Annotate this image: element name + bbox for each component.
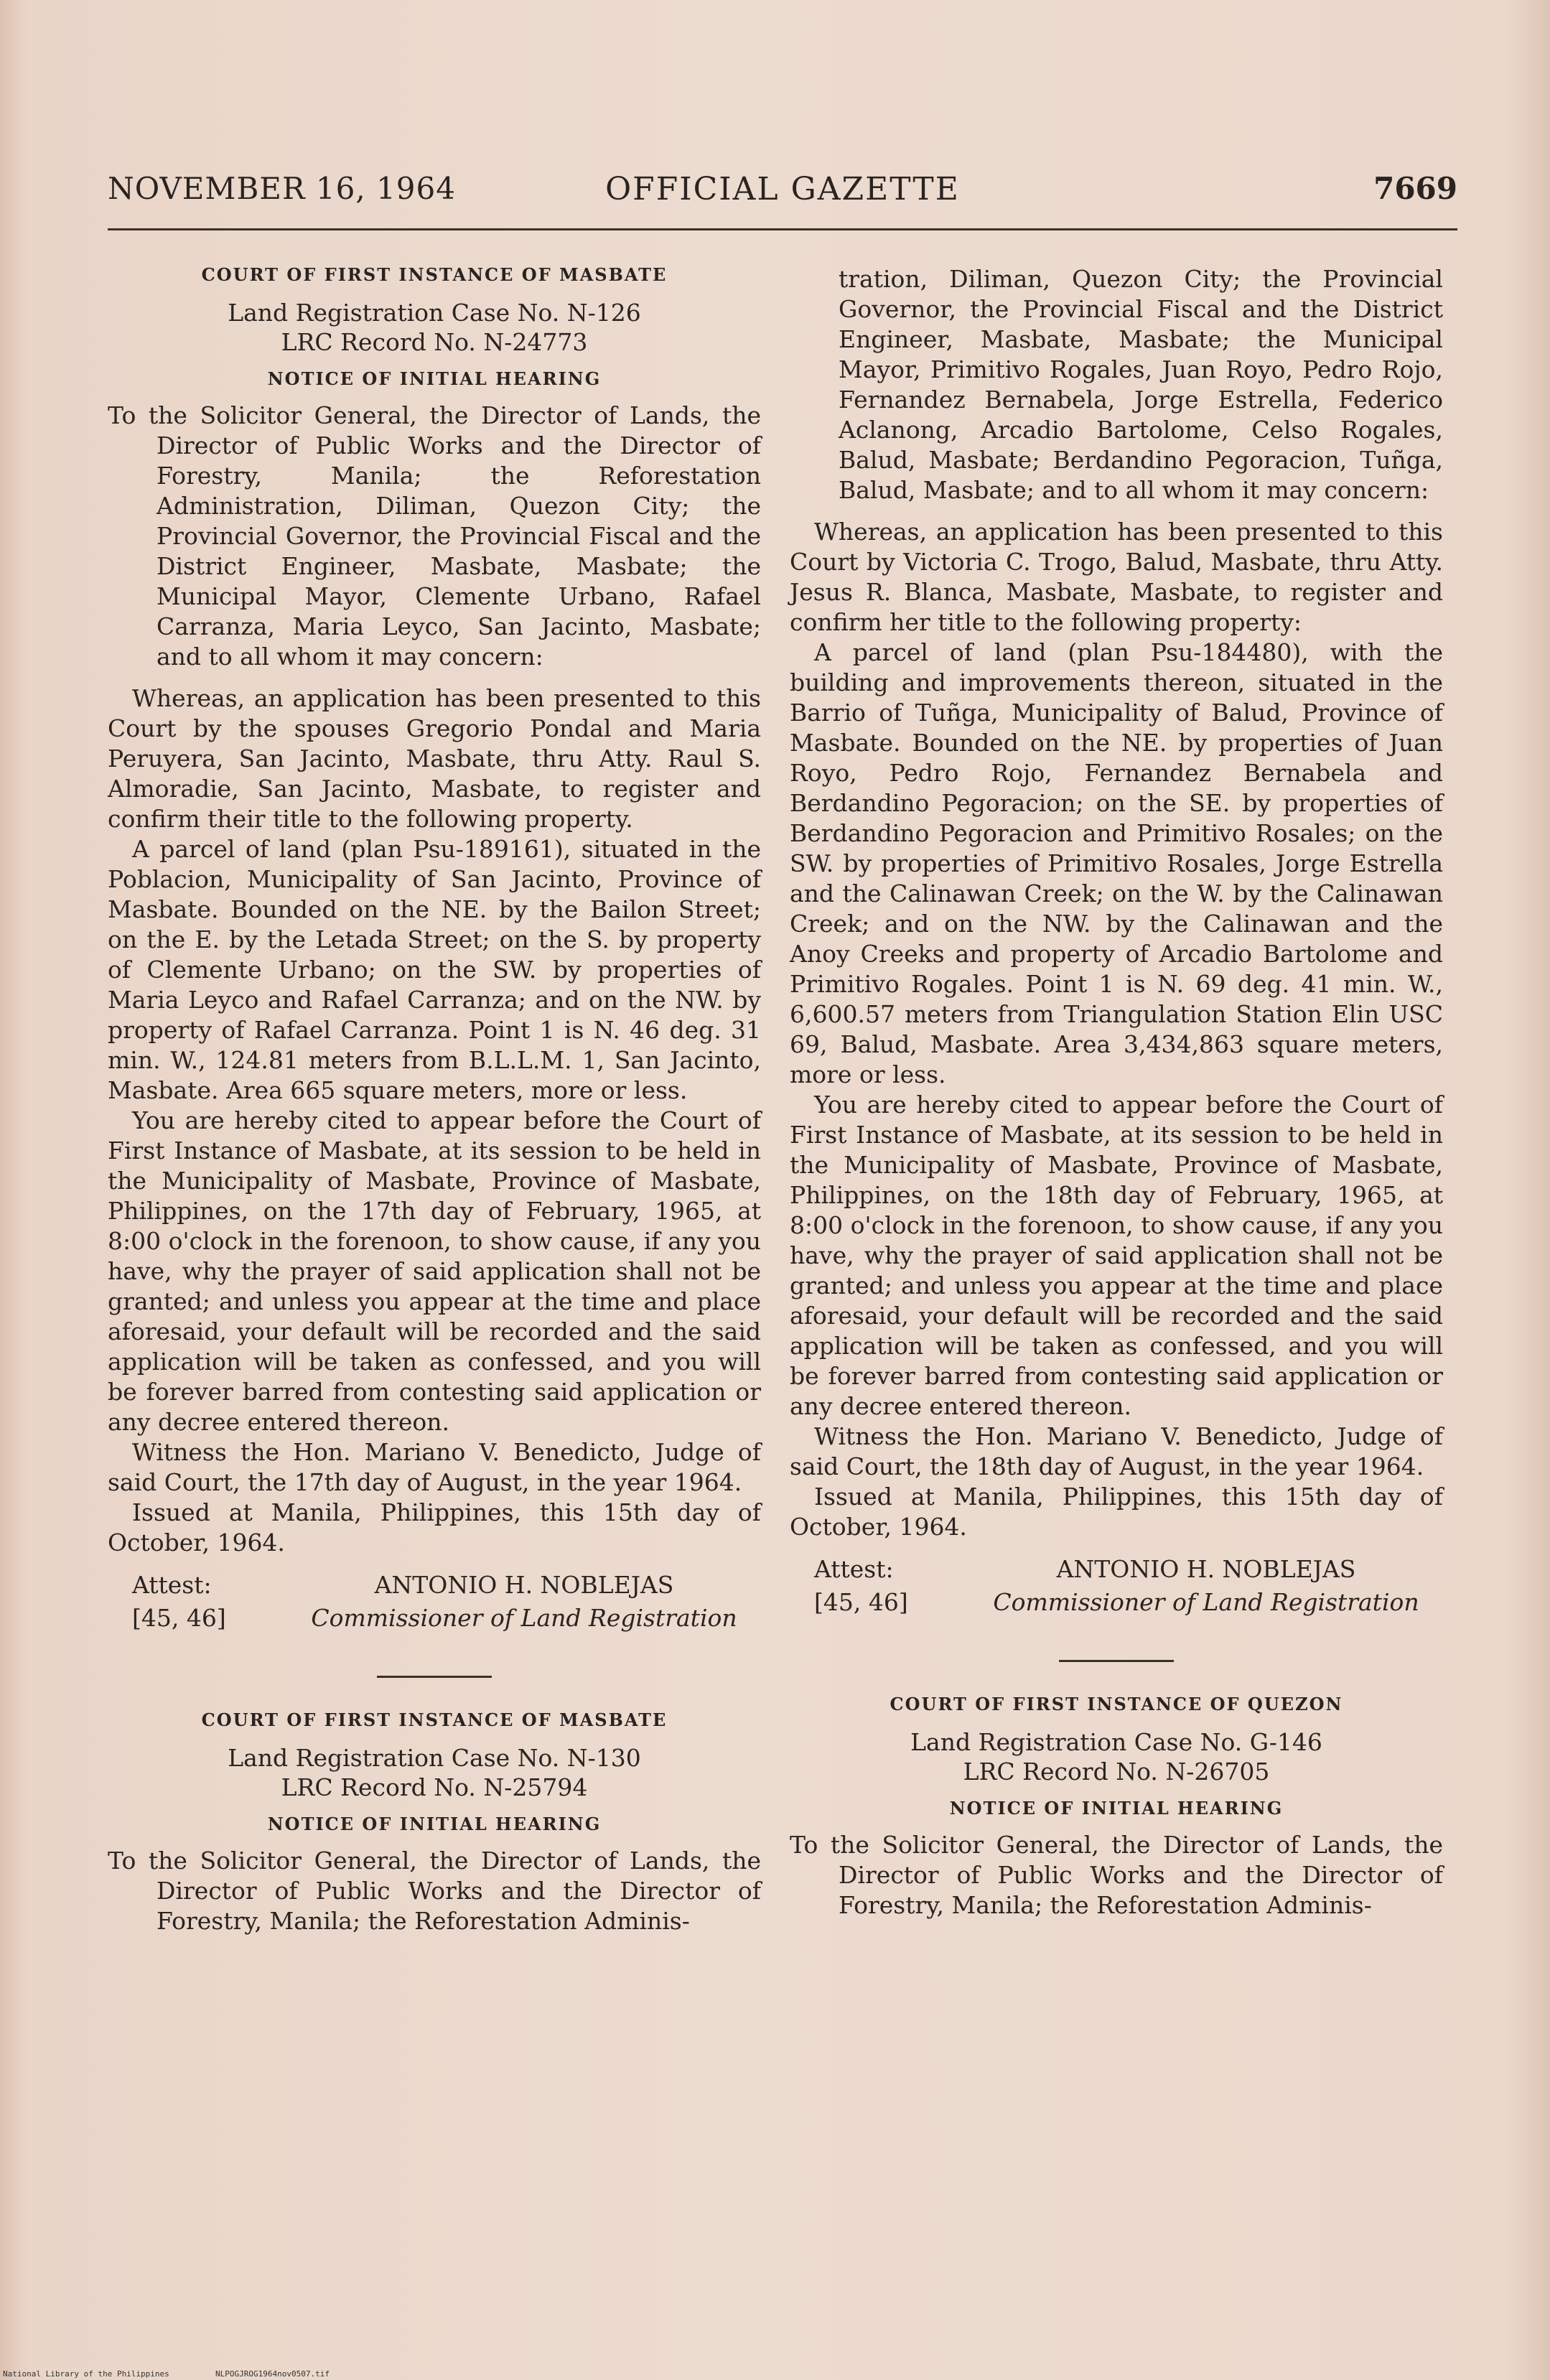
- address-paragraph: To the Solicitor General, the Director of Lands, the Director of Public Works and the Director of Forestry, Manila; the Reforestation Administration, Diliman, Quezon City; the Provincial Governor, the Provincial Fiscal and the District Engineer, Masbate, Masbate; the Municipal Mayor, Clemente Urbano, Rafael Carranza, Maria Leyco, San Jacinto, Masbate; and to all whom it may concern:: [108, 401, 761, 671]
- attest-label: Attest:: [132, 1571, 212, 1599]
- attest-label: Attest:: [814, 1555, 894, 1583]
- citation-paragraph: You are hereby cited to appear before the Court of First Instance of Masbate, at its session to be held in the Municipality of Masbate, Province of Masbate, Philippines, on the 17th day of February, 1965, at 8:00 o'clock in the forenoon, to show cause, if any you have, why the prayer of said application shall not be granted; and unless you appear at the time and place aforesaid, your default will be recorded and the said application will be taken as confessed, and you will be forever barred from contesting said application or any decree entered thereon.: [108, 1106, 761, 1436]
- issued-paragraph: Issued at Manila, Philippines, this 15th day of October, 1964.: [108, 1498, 761, 1557]
- application-paragraph: Whereas, an application has been presented to this Court by Victoria C. Trogo, Balud, Masbate, thru Atty. Jesus R. Blanca, Masbate, Masbate, to register and confirm her title to the following property:: [790, 518, 1443, 636]
- case-number: Land Registration Case No. N-130: [228, 1744, 641, 1772]
- issue-date: NOVEMBER 16, 1964: [108, 171, 456, 206]
- header-rule: [108, 228, 1457, 230]
- court-heading: COURT OF FIRST INSTANCE OF QUEZON: [890, 1694, 1343, 1714]
- citation-paragraph: You are hereby cited to appear before the Court of First Instance of Masbate, at its session to be held in the Municipality of Masbate, Province of Masbate, Philippines, on the 18th day of February, 1965, at 8:00 o'clock in the forenoon, to show cause, if any you have, why the prayer of said application shall not be granted; and unless you appear at the time and place aforesaid, your default will be recorded and the said application will be taken as confessed, and you will be forever barred from contesting said application or any decree entered thereon.: [790, 1091, 1443, 1420]
- attestation-block: [790, 1554, 1443, 1620]
- reference-numbers: [45, 46]: [132, 1604, 226, 1632]
- parcel-paragraph: A parcel of land (plan Psu-189161), situated in the Poblacion, Municipality of San Jacinto, Province of Masbate. Bounded on the NE. by the Bailon Street; on the E. by the Letada Street; on the S. by property of Clemente Urbano; on the SW. by properties of Maria Leyco and Rafael Carranza; and on the NW. by property of Rafael Carranza. Point 1 is N. 46 deg. 31 min. W., 124.81 meters from B.L.L.M. 1, San Jacinto, Masbate. Area 665 square meters, more or less.: [108, 835, 761, 1104]
- record-number: LRC Record No. N-26705: [963, 1758, 1270, 1786]
- case-number: Land Registration Case No. N-126: [228, 299, 641, 327]
- address-continuation: tration, Diliman, Quezon City; the Provincial Governor, the Provincial Fiscal and the District Engineer, Masbate, Masbate; the Municipal Mayor, Primitivo Rogales, Juan Royo, Pedro Rojo, Fernandez Bernabela, Jorge Estrella, Federico Aclanong, Arcadio Bartolome, Celso Rogales, Balud, Masbate; Berdandino Pegoracion, Tuñga, Balud, Masbate; and to all whom it may concern:: [839, 265, 1443, 504]
- record-number: LRC Record No. N-24773: [281, 328, 588, 356]
- issued-paragraph: Issued at Manila, Philippines, this 15th day of October, 1964.: [790, 1483, 1443, 1541]
- application-paragraph: Whereas, an application has been presented to this Court by the spouses Gregorio Pondal and Maria Peruyera, San Jacinto, Masbate, thru Atty. Raul S. Almoradie, San Jacinto, Masbate, to register and confirm their title to the following property.: [108, 684, 761, 833]
- commissioner-title: Commissioner of Land Registration: [311, 1604, 737, 1632]
- publication-title: OFFICIAL GAZETTE: [605, 171, 960, 207]
- parcel-paragraph: A parcel of land (plan Psu-184480), with the building and improvements thereon, situated in the Barrio of Tuñga, Municipality of Balud, Province of Masbate. Bounded on the NE. by properties of Juan Royo, Pedro Rojo, Fernandez Bernabela and Berdandino Pegoracion; on the SE. by properties of Berdandino Pegoracion and Primitivo Rosales; on the SW. by properties of Primitivo Rosales, Jorge Estrella and the Calinawan Creek; on the W. by the Calinawan Creek; and on the NW. by the Calinawan and the Anoy Creeks and property of Arcadio Bartolome and Primitivo Rogales. Point 1 is N. 69 deg. 41 min. W., 6,600.57 meters from Triangulation Station Elin USC 69, Balud, Masbate. Area 3,434,863 square meters, more or less.: [790, 638, 1443, 1088]
- notice-heading: NOTICE OF INITIAL HEARING: [267, 1814, 602, 1834]
- witness-paragraph: Witness the Hon. Mariano V. Benedicto, Judge of said Court, the 17th day of August, in the year 1964.: [108, 1438, 761, 1496]
- scan-filename: NLPOGJROG1964nov0507.tif: [215, 2369, 330, 2379]
- commissioner-name: ANTONIO H. NOBLEJAS: [374, 1571, 674, 1599]
- attestation-block: [108, 1569, 761, 1635]
- notice-heading: NOTICE OF INITIAL HEARING: [267, 368, 602, 389]
- notice-n130: [108, 1709, 761, 1936]
- page-header: [108, 171, 1457, 221]
- section-divider: [377, 1676, 492, 1678]
- record-number: LRC Record No. N-25794: [281, 1773, 588, 1801]
- notice-n126: [108, 264, 761, 1635]
- page-number: 7669: [1373, 171, 1457, 206]
- left-column: [108, 264, 761, 1948]
- reference-numbers: [45, 46]: [814, 1588, 908, 1616]
- notice-heading: NOTICE OF INITIAL HEARING: [949, 1798, 1284, 1819]
- address-paragraph: To the Solicitor General, the Director of Lands, the Director of Public Works and the Director of Forestry, Manila; the Reforestation Adminis-: [108, 1847, 761, 1935]
- witness-paragraph: Witness the Hon. Mariano V. Benedicto, Judge of said Court, the 18th day of August, in the year 1964.: [790, 1422, 1443, 1480]
- notice-g146: [790, 1694, 1443, 1921]
- commissioner-name: ANTONIO H. NOBLEJAS: [1056, 1555, 1356, 1583]
- notice-n126-continued: [790, 264, 1443, 1620]
- court-heading: COURT OF FIRST INSTANCE OF MASBATE: [201, 264, 668, 285]
- court-heading: COURT OF FIRST INSTANCE OF MASBATE: [201, 1709, 668, 1730]
- library-credit: National Library of the Philippines: [3, 2369, 169, 2379]
- case-number: Land Registration Case No. G-146: [910, 1728, 1322, 1756]
- right-column: [790, 264, 1443, 1932]
- commissioner-title: Commissioner of Land Registration: [993, 1588, 1419, 1616]
- address-paragraph: To the Solicitor General, the Director of Lands, the Director of Public Works and the Director of Forestry, Manila; the Reforestation Adminis-: [790, 1831, 1443, 1919]
- section-divider: [1059, 1660, 1174, 1662]
